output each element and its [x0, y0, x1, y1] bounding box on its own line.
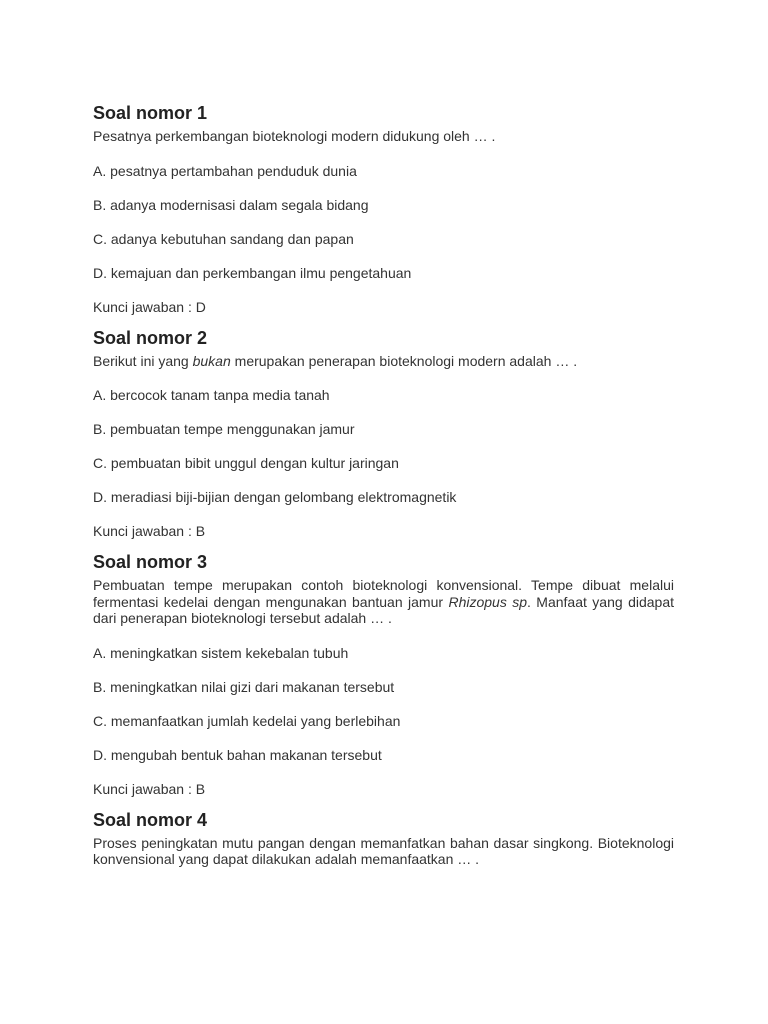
question-text	[93, 128, 674, 145]
question-text-italic: Rhizopus sp	[448, 593, 528, 610]
option-d: D. meradiasi biji-bijian dengan gelombang elektromagnetik	[93, 489, 457, 505]
question-text-part: Pembuatan tempe merupakan contoh bioteknologi konvensional. Tempe dibuat melalui fermentasi kedelai dengan mengunakan bantuan jamur	[93, 577, 674, 610]
question-3	[93, 549, 674, 807]
document-page	[93, 100, 674, 868]
question-title: Soal nomor 4	[93, 809, 208, 830]
question-1	[93, 100, 674, 325]
option-d: D. kemajuan dan perkembangan ilmu pengetahuan	[93, 264, 412, 281]
question-text	[93, 835, 674, 868]
question-text-part: Berikut ini yang	[93, 352, 193, 369]
question-text-italic: bukan	[192, 352, 231, 369]
question-title: Soal nomor 3	[93, 552, 208, 572]
option-b: B. pembuatan tempe menggunakan jamur	[93, 421, 355, 437]
option-b: B. adanya modernisasi dalam segala bidang	[93, 196, 369, 213]
question-title: Soal nomor 1	[93, 103, 208, 123]
question-text-part: Proses peningkatan mutu pangan dengan memanfatkan bahan dasar singkong. Bioteknologi konvensional yang dapat dilakukan adalah memanfaatkan … .	[93, 834, 674, 867]
question-text-part: merupakan penerapan bioteknologi modern adalah … .	[230, 352, 578, 369]
option-c: C. pembuatan bibit unggul dengan kultur jaringan	[93, 455, 399, 471]
option-a: A. pesatnya pertambahan penduduk dunia	[93, 162, 357, 179]
question-title: Soal nomor 2	[93, 327, 208, 348]
option-d: D. mengubah bentuk bahan makanan tersebut	[93, 746, 382, 763]
option-a: A. bercocok tanam tanpa media tanah	[93, 387, 330, 403]
answer-key: Kunci jawaban : B	[93, 523, 206, 539]
answer-key: Kunci jawaban : B	[93, 780, 206, 797]
question-2	[93, 325, 674, 550]
answer-key: Kunci jawaban : D	[93, 298, 206, 315]
question-text-part: . Manfaat yang didapat dari penerapan bioteknologi tersebut adalah … .	[93, 593, 675, 626]
question-4	[93, 807, 674, 868]
option-c: C. memanfaatkan jumlah kedelai yang berlebihan	[93, 712, 401, 729]
option-a: A. meningkatkan sistem kekebalan tubuh	[93, 644, 349, 661]
option-c: C. adanya kebutuhan sandang dan papan	[93, 230, 354, 247]
option-b: B. meningkatkan nilai gizi dari makanan tersebut	[93, 678, 395, 695]
question-text	[93, 353, 674, 370]
question-text	[93, 577, 674, 627]
question-text-part: Pesatnya perkembangan bioteknologi modern didukung oleh … .	[93, 128, 496, 144]
